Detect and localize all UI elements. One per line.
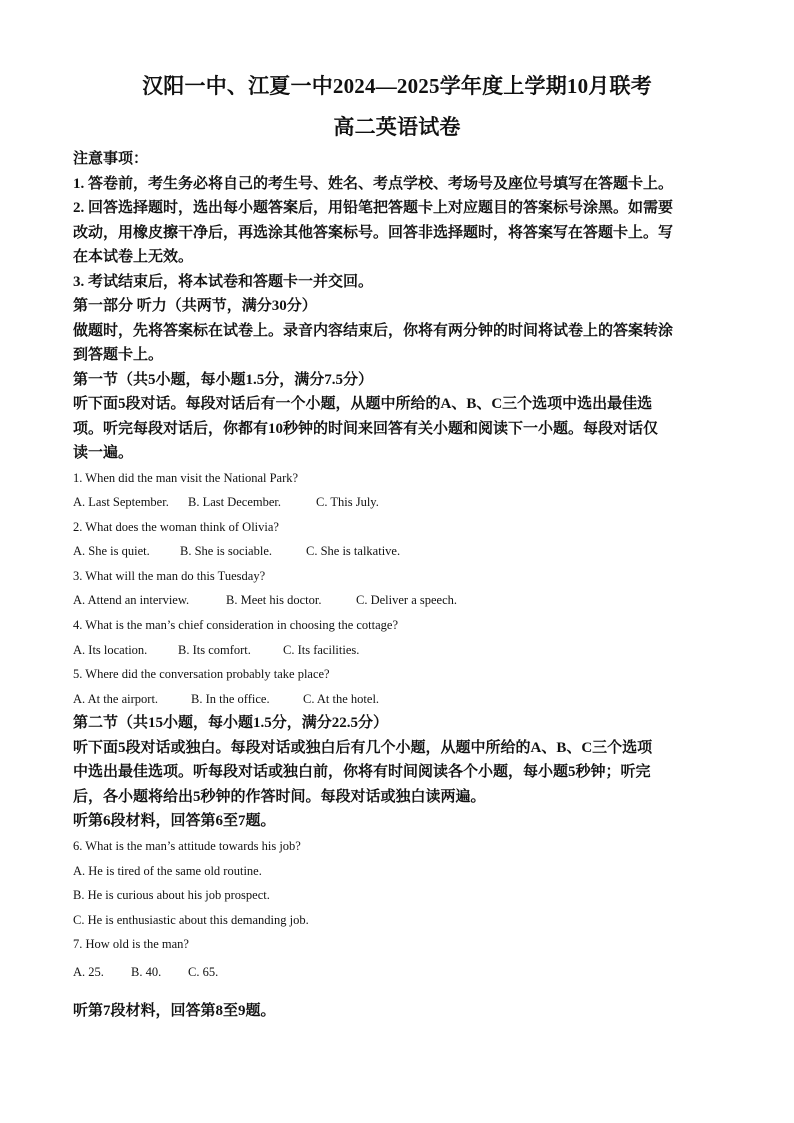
question-3-options xyxy=(73,588,723,613)
notes-item-2-line-2: 改动，用橡皮擦干净后，再选涂其他答案标号。回答非选择题时，将答案写在答题卡上。写 xyxy=(73,224,674,241)
option-c: C. She is talkative. xyxy=(306,544,401,559)
option-c: C. This July. xyxy=(316,495,379,510)
exam-subtitle: 高二英语试卷 xyxy=(333,115,461,139)
question-5-options xyxy=(73,687,723,712)
option-a: A. Attend an interview. xyxy=(73,593,190,608)
option-b: B. 40. xyxy=(131,964,162,979)
option-b: B. She is sociable. xyxy=(180,544,273,559)
notes-item-3: 3. 考试结束后，将本试卷和答题卡一并交回。 xyxy=(73,273,374,290)
exam-title: 汉阳一中、江夏一中2024—2025学年度上学期10月联考 xyxy=(142,74,652,98)
question-2-options xyxy=(73,539,723,564)
notes-heading: 注意事项： xyxy=(73,151,149,167)
part1-desc-line-1: 做题时，先将答案标在试卷上。录音内容结束后，你将有两分钟的时间将试卷上的答案转涂 xyxy=(73,322,674,339)
question-6-option-c: C. He is enthusiastic about this demanding job. xyxy=(73,912,309,927)
option-a: A. Its location. xyxy=(73,642,148,657)
question-1-options xyxy=(73,490,723,515)
option-b: B. In the office. xyxy=(191,691,270,706)
part1-desc-line-2: 到答题卡上。 xyxy=(73,347,164,363)
question-6: 6. What is the man’s attitude towards his job? xyxy=(73,838,301,853)
question-4-options xyxy=(73,638,723,663)
exam-content xyxy=(73,147,723,1023)
notes-item-2-line-1: 2. 回答选择题时，选出每小题答案后，用铅笔把答题卡上对应题目的答案标号涂黑。如需要 xyxy=(73,200,674,216)
section1-desc-line-1: 听下面5段对话。每段对话后有一个小题，从题中所给的A、B、C三个选项中选出最佳选 xyxy=(73,396,653,412)
option-c: C. Deliver a speech. xyxy=(356,593,458,608)
option-b: B. Last December. xyxy=(188,495,282,510)
material-6-heading: 听第6段材料，回答第6至7题。 xyxy=(73,813,276,830)
option-b: B. Meet his doctor. xyxy=(226,593,322,608)
option-c: C. At the hotel. xyxy=(303,691,380,706)
question-6-option-b: B. He is curious about his job prospect. xyxy=(73,888,270,903)
section1-desc-line-2: 项。听完每段对话后，你都有10秒钟的时间来回答有关小题和阅读下一小题。每段对话仅 xyxy=(73,420,659,437)
question-6-option-a: A. He is tired of the same old routine. xyxy=(73,863,262,878)
question-1: 1. When did the man visit the National Park? xyxy=(73,470,299,485)
section1-heading: 第一节（共5小题，每小题1.5分，满分7.5分） xyxy=(73,371,374,388)
section1-desc-line-3: 读一遍。 xyxy=(73,445,134,461)
option-a: A. She is quiet. xyxy=(73,544,150,559)
question-7: 7. How old is the man? xyxy=(73,937,189,952)
question-2: 2. What does the woman think of Olivia? xyxy=(73,519,279,534)
option-a: A. At the airport. xyxy=(73,691,159,706)
question-5: 5. Where did the conversation probably take place? xyxy=(73,667,330,682)
part1-heading: 第一部分 听力（共两节，满分30分） xyxy=(73,298,317,314)
section2-desc-line-2: 中选出最佳选项。听每段对话或独白前，你将有时间阅读各个小题，每小题5秒钟；听完 xyxy=(73,764,651,781)
notes-item-2-line-3: 在本试卷上无效。 xyxy=(73,249,194,265)
section2-heading: 第二节（共15小题，每小题1.5分，满分22.5分） xyxy=(73,715,389,732)
option-c: C. Its facilities. xyxy=(283,642,360,657)
question-7-options xyxy=(73,960,723,985)
section2-desc-line-3: 后，各小题将给出5秒钟的作答时间。每段对话或独白读两遍。 xyxy=(73,788,486,805)
notes-item-1: 1. 答卷前，考生务必将自己的考生号、姓名、考点学校、考场号及座位号填写在答题卡上。 xyxy=(73,175,674,192)
question-3: 3. What will the man do this Tuesday? xyxy=(73,568,266,583)
material-7-heading: 听第7段材料，回答第8至9题。 xyxy=(73,1002,276,1019)
section2-desc-line-1: 听下面5段对话或独白。每段对话或独白后有几个小题，从题中所给的A、B、C三个选项 xyxy=(73,739,653,756)
question-4: 4. What is the man’s chief consideration in choosing the cottage? xyxy=(73,618,399,633)
option-c: C. 65. xyxy=(188,964,219,979)
option-a: A. 25. xyxy=(73,964,104,979)
option-a: A. Last September. xyxy=(73,495,169,510)
option-b: B. Its comfort. xyxy=(178,642,251,657)
